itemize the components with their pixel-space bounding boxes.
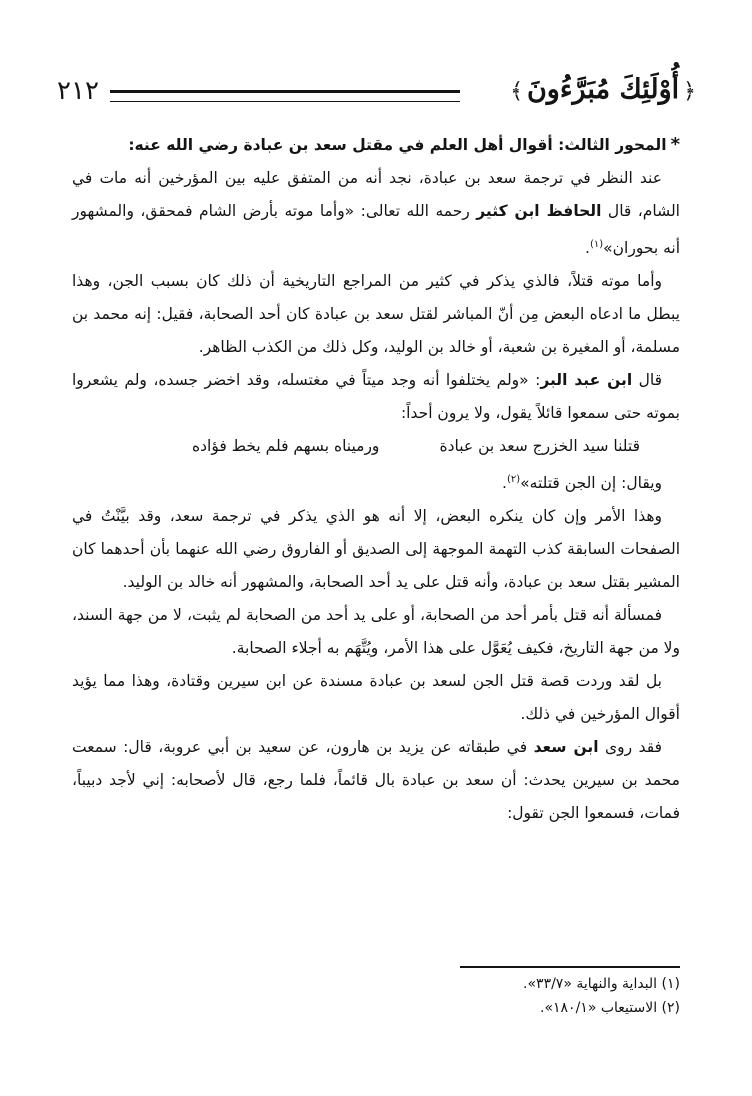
footnotes [72,966,680,1020]
footnote-ref-1: (١) [589,239,604,250]
paragraph-3 [72,364,680,430]
p3-bold-name: ابن عبد البر [540,371,633,390]
p4-end: . [502,474,507,493]
p1-text-a: عند النظر في ترجمة سعد بن عبادة، نجد أنه من المتفق عليه بين المؤرخين أنه مات في الشام، قال [72,169,680,220]
running-title-text: أُوْلَئِكَ مُبَرَّءُونَ [526,74,680,105]
p8-text-a: فقد روى [598,738,662,757]
p1-end: . [585,239,590,258]
section-heading [72,128,680,162]
p3-text-a: قال [632,371,662,390]
star-icon: * [670,134,680,155]
ornament-left-icon: ﴾ [510,79,523,104]
footnote-2: (٢) الاستيعاب «١٨٠/١». [540,1000,680,1016]
p8-bold-name: ابن سعد [533,738,599,757]
p4-text: ويقال: إن الجن قتلته» [520,474,662,493]
paragraph-2: وأما موته قتلاً، فالذي يذكر في كثير من المراجع التاريخية أن ذلك كان بسبب الجن، وهذا يبطل ما ادعاه البعض مِن أنّ المباشر لقتل سعد بن عبادة كان أحد الصحابة، فقيل: إنه محمد بن مسلمة، أو المغيرة بن شعبة، أو خالد بن الوليد، وكل ذلك من الكذب الظاهر. [72,272,680,357]
footnote-ref-2: (٢) [506,474,521,486]
footnote-1: (١) البداية والنهاية «٣٣/٧». [523,976,680,992]
p1-text-b: رحمه الله تعالى: «وأما موته بأرض الشام فمحقق، والمشهور أنه بحوران» [72,202,680,258]
p1-bold-name: الحافظ ابن كثير [476,202,602,220]
paragraph-4 [72,463,680,500]
section-heading-text: المحور الثالث: أقوال أهل العلم في مقتل سعد بن عبادة رضي الله عنه: [128,136,667,154]
poem-second-hemistich: ورميناه بسهم فلم يخط فؤاده [192,437,380,456]
paragraph-6: فمسألة أنه قتل بأمر أحد من الصحابة، أو على يد أحد من الصحابة لم يثبت، لا من جهة السند، ولا من جهة التاريخ، فكيف يُعَوَّل على هذا الأمر، ويُتَّهَم به أجلاء الصحابة. [72,606,680,658]
page-header [50,68,700,122]
paragraph-1 [72,162,680,265]
page-number: ٢١٢ [57,76,99,106]
poem-first-hemistich: قتلنا سيد الخزرج سعد بن عبادة [439,437,640,456]
paragraph-7: بل لقد وردت قصة قتل الجن لسعد بن عبادة مسندة عن ابن سيرين وقتادة، وهذا مما يؤيد أقوال المؤرخين في ذلك. [72,672,680,724]
paragraph-5: وهذا الأمر وإن كان ينكره البعض، إلا أنه هو الذي يذكر في ترجمة سعد، وقد بيَّنْتُ في الصفحات السابقة كذب التهمة الموجهة إلى الصديق أو الفاروق رضي الله عنهما بأن أحدهما كان المشير بقتل سعد بن عبادة، وأنه قتل على يد أحد الصحابة، والمشهور أنه خالد بن الوليد. [72,507,680,592]
p8-text-b: في طبقاته عن يزيد بن هارون، عن سعيد بن أبي عروبة، قال: سمعت محمد بن سيرين يحدث: أن سعد بن عبادة بال قائماً، فلما رجع، قال لأصحابه: إني لأجد دبيباً، فمات، فسمعوا الجن تقول: [72,738,680,823]
p3-text-b: : «ولم يختلفوا أنه وجد ميتاً في مغتسله، وقد اخضر جسده، ولم يشعروا بموته حتى سمعوا قائلاً يقول، ولا يرون أحداً: [72,371,680,423]
header-rule [110,90,460,102]
page-body [72,128,680,830]
footnote-rule [460,966,680,968]
paragraph-8 [72,731,680,830]
ornament-right-icon: ﴿ [683,79,696,104]
running-title [506,74,700,105]
poem-verse [72,430,680,463]
